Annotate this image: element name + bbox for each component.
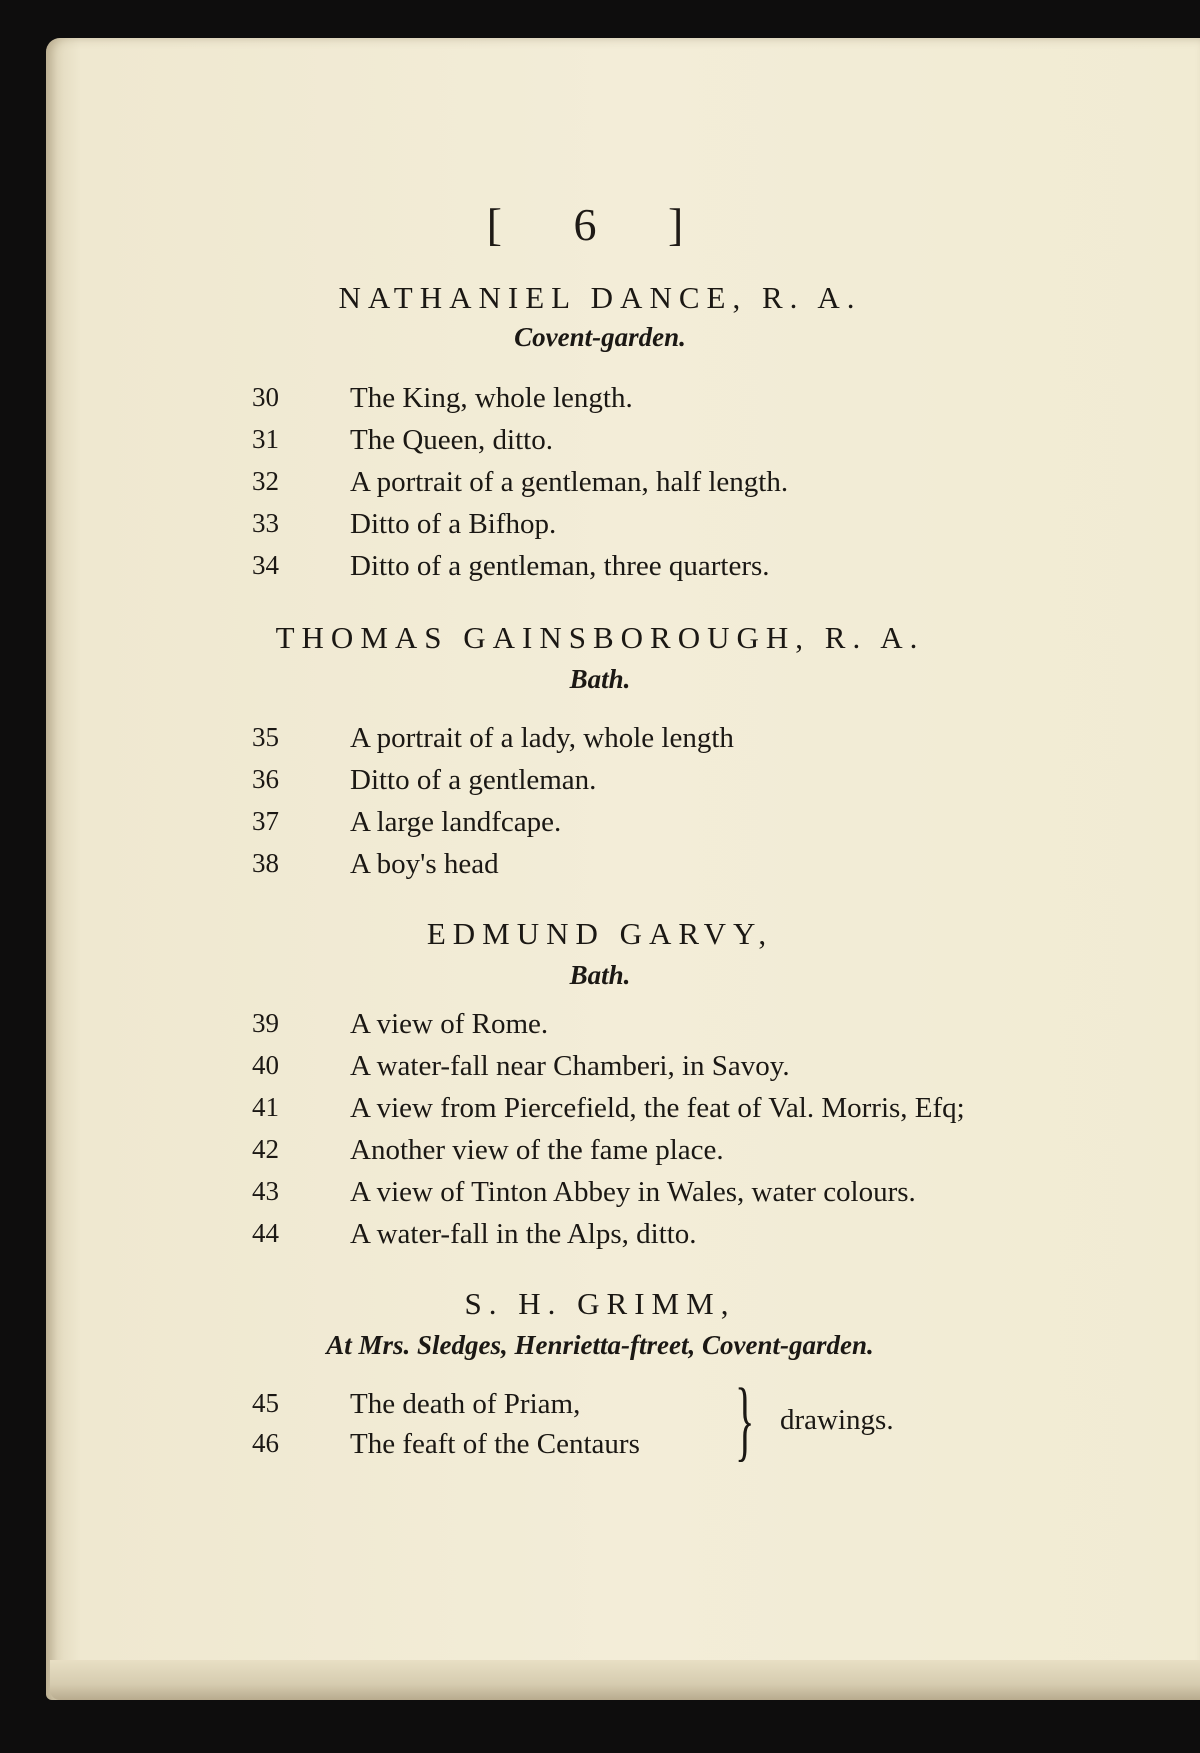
entry-title: Ditto of a Bifhop. [350,508,557,540]
artist-address-grimm: At Mrs. Sledges, Henrietta-ftreet, Covent-garden. [326,1330,874,1360]
entry-number: 39 [252,1008,279,1038]
artist-address-gainsborough: Bath. [569,664,631,694]
entry-number: 44 [252,1218,279,1248]
entry-title: The Queen, ditto. [350,424,553,456]
page-bottom-edge [50,1660,1200,1700]
page-number: [ 6 ] [486,199,714,250]
entry-number: 43 [252,1176,279,1206]
catalogue-entry [0,382,1200,422]
catalogue-entry [0,764,1200,804]
catalogue-entry [0,1218,1200,1258]
entry-number: 40 [252,1050,279,1080]
entry-number: 46 [252,1428,279,1458]
entry-number: 30 [252,382,279,412]
artist-heading-gainsborough: THOMAS GAINSBOROUGH, R. A. [275,620,925,655]
entry-number: 38 [252,848,279,878]
entry-title: The death of Priam, [350,1388,581,1420]
catalogue-entry [0,1388,1200,1428]
entry-number: 34 [252,550,279,580]
artist-heading-grimm: S. H. GRIMM, [464,1286,736,1321]
entry-title: A view of Rome. [350,1008,549,1040]
catalogue-entry [0,1008,1200,1048]
bracket-note: drawings. [780,1404,894,1436]
entry-number: 31 [252,424,279,454]
catalogue-entry [0,1050,1200,1090]
catalogue-entry [0,722,1200,762]
entry-title: A water-fall in the Alps, ditto. [350,1218,697,1250]
catalogue-entry [0,424,1200,464]
entry-title: A large landfcape. [350,806,562,838]
entry-number: 42 [252,1134,279,1164]
catalogue-entry [0,508,1200,548]
entry-title: A portrait of a lady, whole length [350,722,734,754]
entry-number: 36 [252,764,279,794]
entry-number: 32 [252,466,279,496]
entry-title: Ditto of a gentleman. [350,764,597,796]
catalogue-entry [0,806,1200,846]
catalogue-entry [0,466,1200,506]
catalogue-entry [0,550,1200,590]
catalogue-entry [0,1428,1200,1468]
artist-heading-garvy: EDMUND GARVY, [426,916,774,951]
entry-number: 37 [252,806,279,836]
entry-title: The feaft of the Centaurs [350,1428,640,1460]
catalogue-entry [0,1134,1200,1174]
entry-number: 45 [252,1388,279,1418]
entry-title: The King, whole length. [350,382,633,414]
artist-address-garvy: Bath. [569,960,631,990]
right-brace-glyph: } [735,1371,755,1470]
artist-heading-dance: NATHANIEL DANCE, R. A. [338,280,862,315]
entry-title: A view from Piercefield, the feat of Val. Morris, Efq; [350,1092,965,1124]
catalogue-entry [0,1176,1200,1216]
catalogue-entry [0,1092,1200,1132]
entry-number: 33 [252,508,279,538]
entry-title: Another view of the fame place. [350,1134,724,1166]
entry-title: Ditto of a gentleman, three quarters. [350,550,770,582]
entry-title: A view of Tinton Abbey in Wales, water colours. [350,1176,916,1208]
entry-number: 41 [252,1092,279,1122]
entry-title: A water-fall near Chamberi, in Savoy. [350,1050,790,1082]
catalogue-entry [0,848,1200,888]
artist-address-dance: Covent-garden. [514,322,686,352]
entry-title: A boy's head [350,848,499,880]
entry-title: A portrait of a gentleman, half length. [350,466,789,498]
entry-number: 35 [252,722,279,752]
